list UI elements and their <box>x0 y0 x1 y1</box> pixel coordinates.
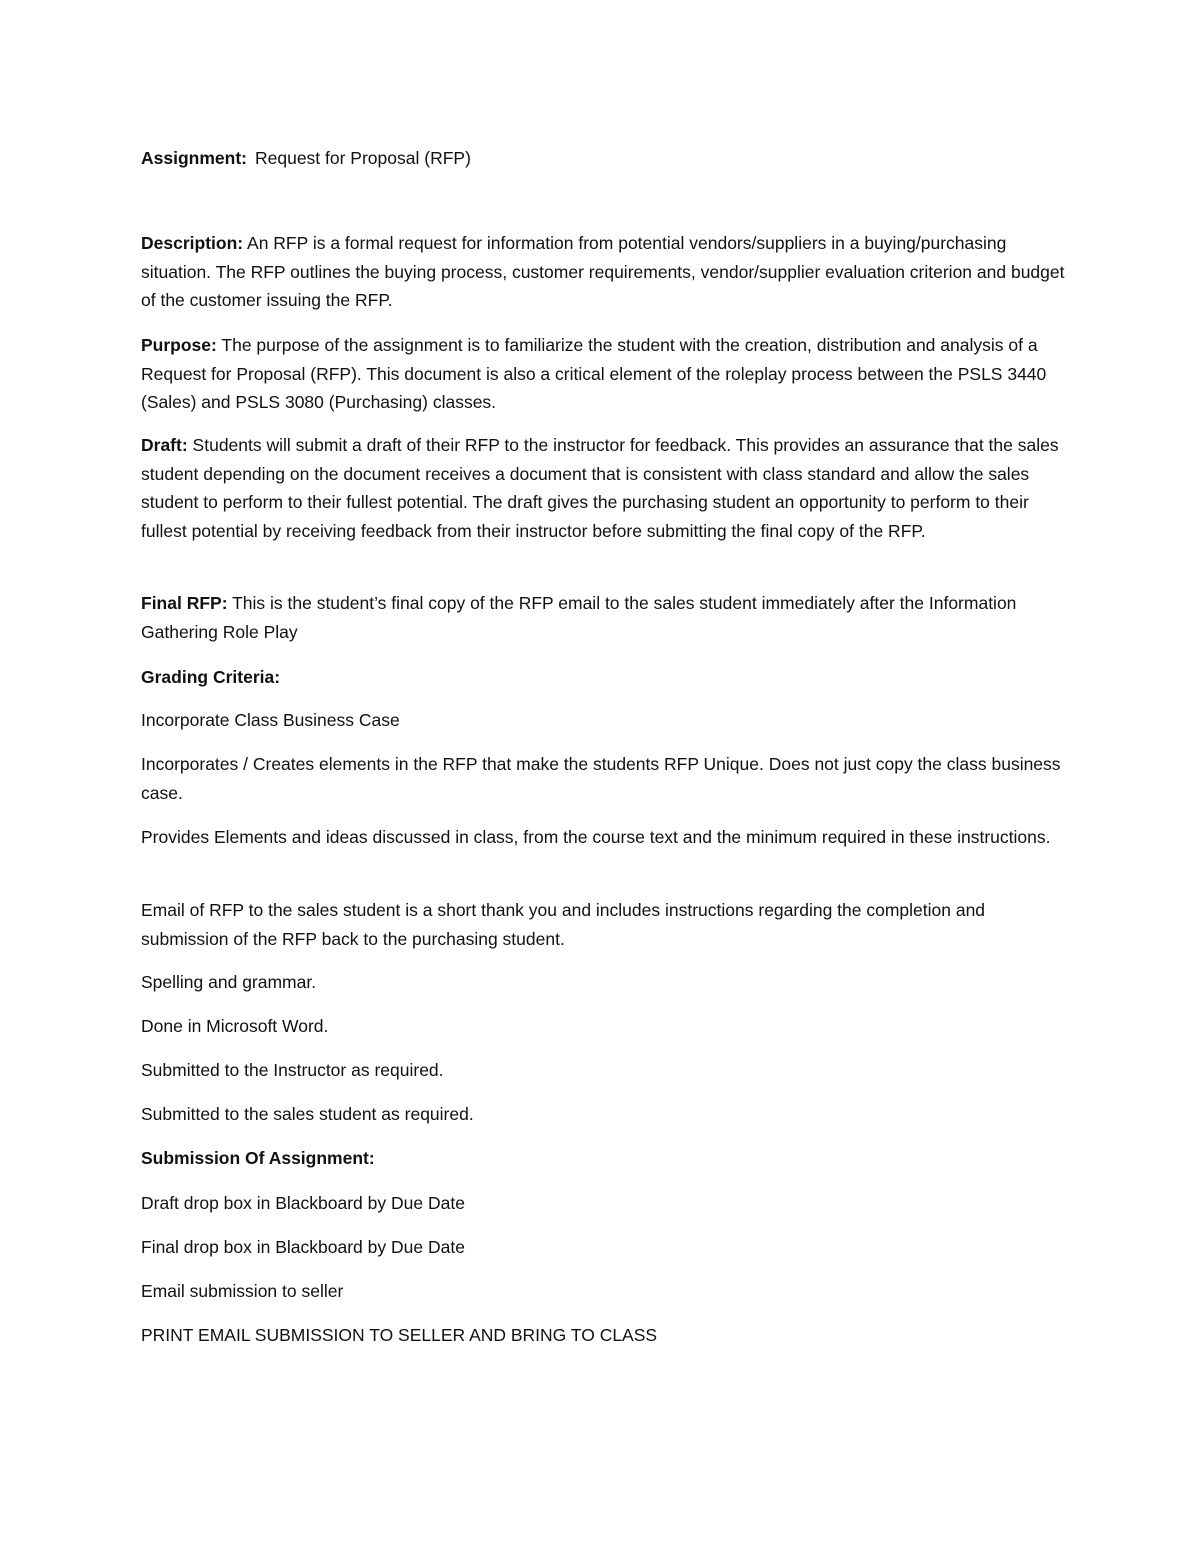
description-paragraph <box>141 229 1071 315</box>
grading-item: Submitted to the sales student as required. <box>141 1104 474 1124</box>
draft-text: Students will submit a draft of their RFP to the instructor for feedback. This provides an assurance that the sales student depending on the document receives a document that is consistent with class standard and allow the sales student to perform to their fullest potential. The draft gives the purchasing student an opportunity to perform to their fullest potential by receiving feedback from their instructor before submitting the final copy of the RFP. <box>141 435 1059 541</box>
purpose-label: Purpose: <box>141 335 217 355</box>
grading-item: Incorporates / Creates elements in the RFP that make the students RFP Unique. Does not just copy the class business case. <box>141 754 1061 803</box>
final-rfp-label: Final RFP: <box>141 593 228 613</box>
grading-item: Submitted to the Instructor as required. <box>141 1060 444 1080</box>
submission-item: Final drop box in Blackboard by Due Date <box>141 1237 465 1257</box>
description-text: An RFP is a formal request for information from potential vendors/suppliers in a buying/purchasing situation. The RFP outlines the buying process, customer requirements, vendor/supplier evaluation criterion and budget of the customer issuing the RFP. <box>141 233 1065 310</box>
purpose-paragraph <box>141 331 1071 417</box>
grading-item: Provides Elements and ideas discussed in class, from the course text and the minimum required in these instructions. <box>141 827 1051 847</box>
draft-paragraph <box>141 431 1071 545</box>
purpose-text: The purpose of the assignment is to familiarize the student with the creation, distribution and analysis of a Request for Proposal (RFP). This document is also a critical element of the roleplay process between the PSLS 3440 (Sales) and PSLS 3080 (Purchasing) classes. <box>141 335 1047 412</box>
final-rfp-paragraph <box>141 589 1071 646</box>
grading-item: Spelling and grammar. <box>141 972 317 992</box>
submission-item: PRINT EMAIL SUBMISSION TO SELLER AND BRING TO CLASS <box>141 1325 658 1345</box>
assignment-title: Request for Proposal (RFP) <box>254 148 471 168</box>
submission-item: Email submission to seller <box>141 1281 344 1301</box>
assignment-label: Assignment: <box>141 148 247 168</box>
grading-item: Incorporate Class Business Case <box>141 710 400 730</box>
submission-item: Draft drop box in Blackboard by Due Date <box>141 1193 465 1213</box>
assignment-line <box>141 144 1071 173</box>
final-rfp-text: This is the student’s final copy of the RFP email to the sales student immediately after the Information Gathering Role Play <box>141 593 1017 642</box>
grading-item: Done in Microsoft Word. <box>141 1016 329 1036</box>
grading-criteria-heading: Grading Criteria: <box>141 667 281 687</box>
description-label: Description: <box>141 233 244 253</box>
grading-item: Email of RFP to the sales student is a short thank you and includes instructions regarding the completion and submission of the RFP back to the purchasing student. <box>141 900 986 949</box>
submission-heading: Submission Of Assignment: <box>141 1148 375 1168</box>
draft-label: Draft: <box>141 435 188 455</box>
